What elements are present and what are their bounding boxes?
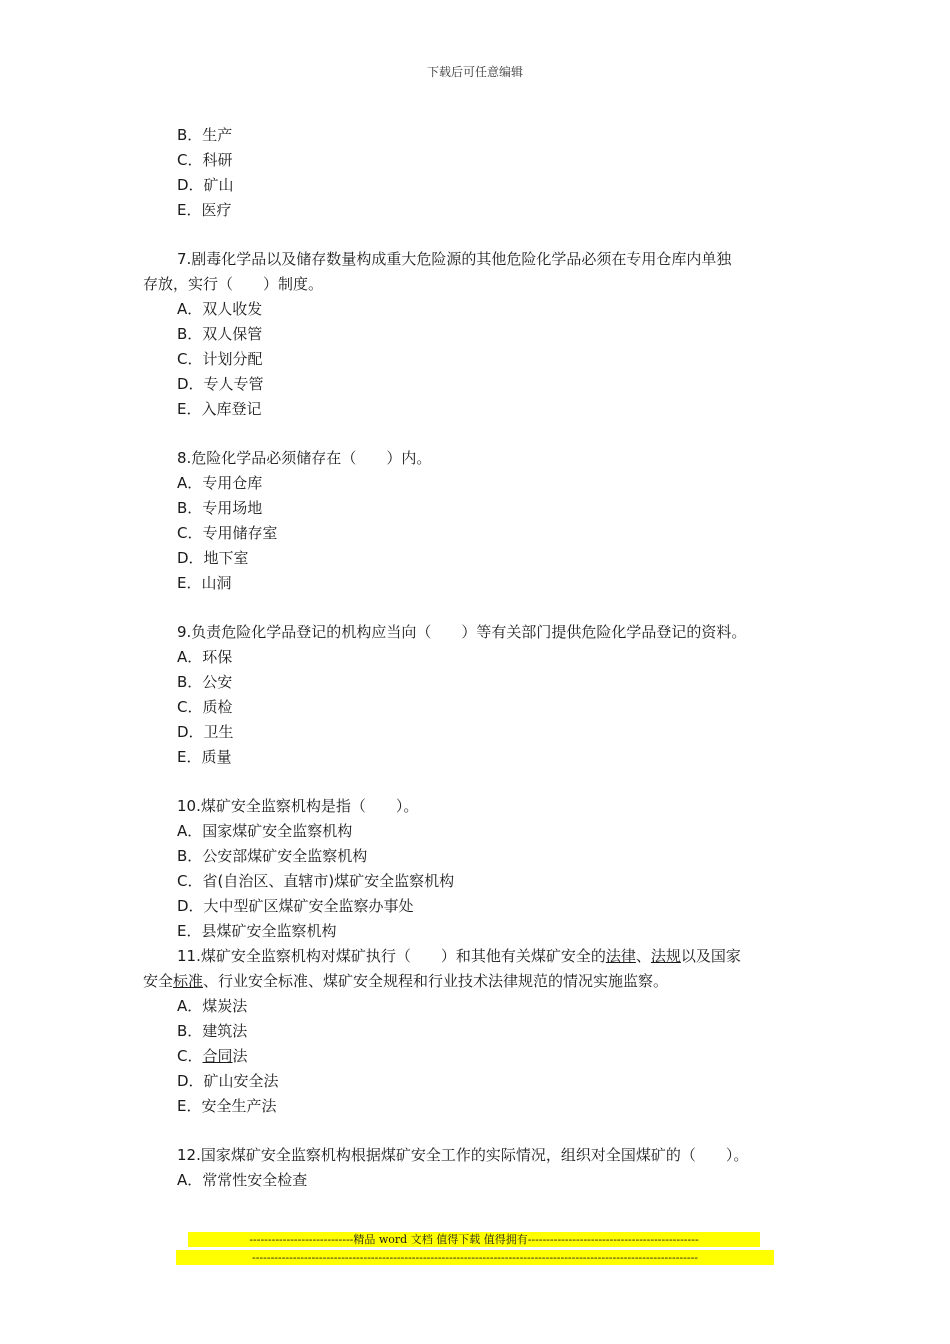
question-7 [143,247,808,422]
option: A．环保 [177,648,233,666]
question-text: 8.危险化学品必须储存在（ ）内。 [177,449,432,467]
option: B．专用场地 [177,499,263,517]
option: C．省(自治区、直辖市)煤矿安全监察机构 [177,872,455,890]
option: B．双人保管 [177,325,263,343]
footer-banner-line-1: ----------------------------精品 word 文档 值得下载 值得拥有---------------------------------------------- [188,1232,760,1247]
question-text: 存放，实行（ ）制度。 [143,275,324,293]
question-9 [143,620,808,770]
option: B．公安部煤矿安全监察机构 [177,847,368,865]
option: E．质量 [177,748,232,766]
option: A．煤炭法 [177,997,248,1015]
question-8 [143,446,808,596]
option: C．质检 [177,698,233,716]
option: E．医疗 [177,201,232,219]
question-12 [143,1143,808,1193]
option: E．入库登记 [177,400,262,418]
hyperlink-contract[interactable]: 合同 [202,1047,233,1065]
option: C．计划分配 [177,350,263,368]
option: D．大中型矿区煤矿安全监察办事处 [177,897,414,915]
option: B．生产 [177,126,233,144]
question-text: 9.负责危险化学品登记的机构应当向（ ）等有关部门提供危险化学品登记的资料。 [177,623,747,641]
question-10 [143,794,808,944]
question-text: 12.国家煤矿安全监察机构根据煤矿安全工作的实际情况，组织对全国煤矿的（ ）。 [177,1146,749,1164]
option: E．县煤矿安全监察机构 [177,922,337,940]
option: C．合同法 [177,1047,248,1065]
option: D．专人专管 [177,375,264,393]
option: D．矿山 [177,176,234,194]
question-text: 11.煤矿安全监察机构对煤矿执行（ ）和其他有关煤矿安全的法律、法规以及国家 [177,947,741,965]
question-11 [143,944,808,1119]
option: A．专用仓库 [177,474,263,492]
option: D．地下室 [177,549,249,567]
option: A．双人收发 [177,300,263,318]
footer-banner-line-2: ------------------------------------------------------------------------------------------------------------------------ [176,1250,774,1265]
option: A．常常性安全检查 [177,1171,308,1189]
question-text: 安全标准、行业安全标准、煤矿安全规程和行业技术法律规范的情况实施监察。 [143,972,669,990]
option: B．公安 [177,673,233,691]
option: A．国家煤矿安全监察机构 [177,822,353,840]
hyperlink-law[interactable]: 法律 [605,947,636,965]
option: B．建筑法 [177,1022,248,1040]
option: C．专用储存室 [177,524,278,542]
hyperlink-standard[interactable]: 标准 [173,972,204,990]
option: E．山洞 [177,574,232,592]
option: D．卫生 [177,723,234,741]
hyperlink-regulation[interactable]: 法规 [650,947,681,965]
document-body [143,123,808,1193]
page-header: 下载后可任意编辑 [426,65,523,79]
option: D．矿山安全法 [177,1072,279,1090]
option: E．安全生产法 [177,1097,277,1115]
question-text: 7.剧毒化学品以及储存数量构成重大危险源的其他危险化学品必须在专用仓库内单独 [177,250,732,268]
option: C．科研 [177,151,233,169]
question-text: 10.煤矿安全监察机构是指（ ）。 [177,797,419,815]
